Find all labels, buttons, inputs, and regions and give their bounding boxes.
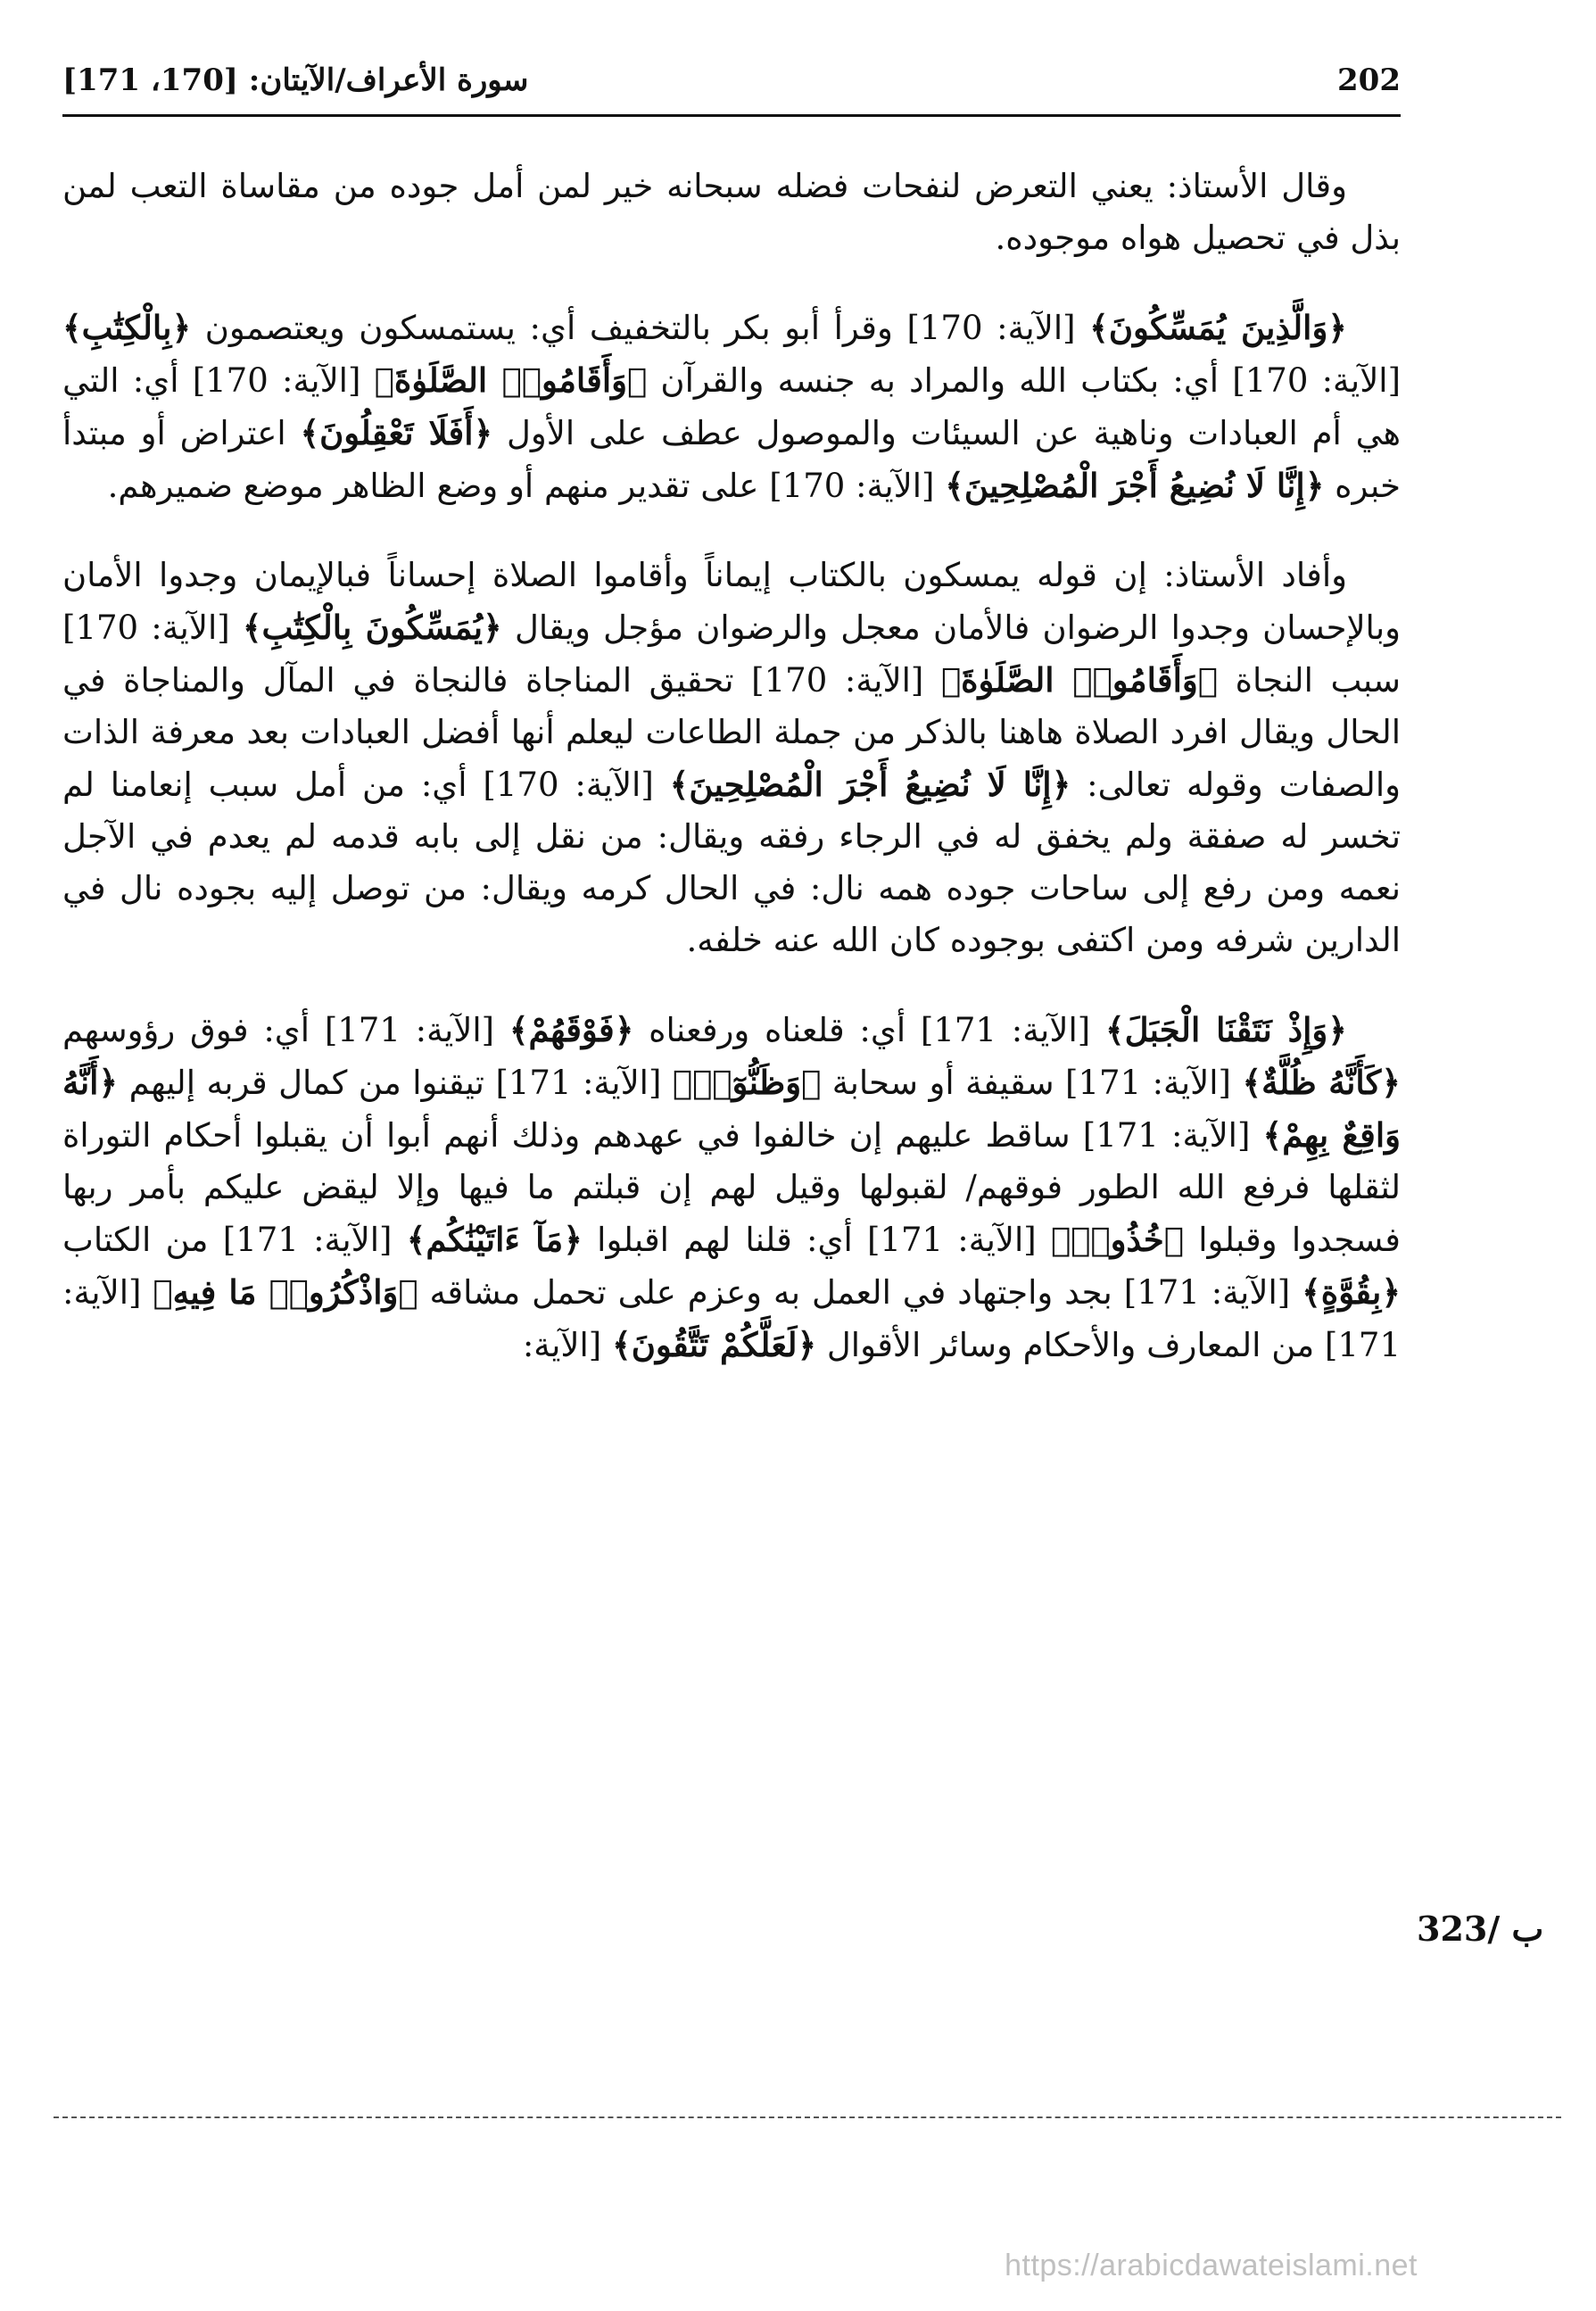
text-segment: [الآية: 171] سقيفة أو سحابة (821, 1064, 1243, 1102)
quran-quote: ﴿إِنَّا لَا نُضِيعُ أَجْرَ الْمُصْلِحِينَ﴾ (669, 765, 1071, 804)
text-segment: [الآية: 170] وقرأ أبو بكر بالتخفيف أي: يستمسكون ويعتصمون (191, 309, 1090, 347)
quran-quote: ﴿وَالَّذِينَ يُمَسِّكُونَ﴾ (1089, 308, 1347, 347)
body-text (62, 161, 1401, 1409)
quran-quote: ﴿بِالْكِتَٰبِ﴾ (62, 308, 192, 347)
paragraph (62, 550, 1401, 966)
quran-quote: ﴿مَآ ءَاتَيْنَٰكُم﴾ (406, 1220, 583, 1259)
text-segment: [الآية: (522, 1326, 613, 1364)
text-segment: [الآية: 171] ساقط عليهم إن خالفوا في عهدهم وذلك أنهم أبوا أن يقبلوا أحكام التوراة لثقلها فرفع الله الطور فوقهم/ لقبولها وقيل لهم إن قبلتم ما فيها وإلا ليقض عليكم بأمر ربها فسجدوا وقبلوا (62, 1116, 1401, 1259)
quran-quote: ﴿أَنَّهُ وَاقِعٌ بِهِمْ﴾ (62, 1063, 1401, 1155)
quran-quote: ﴿أَفَلَا تَعْقِلُونَ﴾ (300, 413, 493, 452)
text-segment: [الآية: 171] أي: قلنا لهم اقبلوا (582, 1221, 1051, 1259)
paragraph (62, 302, 1401, 512)
text-segment: [الآية: 171] من المعارف والأحكام وسائر الأقوال (62, 1273, 1401, 1364)
quran-quote: ﴿وَظَنُّوٓا۟﴾ (672, 1063, 822, 1102)
quran-quote: ﴿وَإِذْ نَتَقْنَا الْجَبَلَ﴾ (1104, 1010, 1347, 1049)
page-header (62, 61, 1401, 100)
quran-quote: ﴿خُذُوا۟﴾ (1050, 1220, 1184, 1259)
header-rule (62, 114, 1401, 117)
text-segment: [الآية: 170] تحقيق المناجاة فالنجاة في المآل والمناجاة في الحال ويقال افرد الصلاة هاهنا بالذكر من جملة الطاعات ليعلم أنها أفضل العبادات بعد معرفة الذات والصفات وقوله تعالى: (62, 661, 1401, 804)
text-segment: [الآية: 171] بجد واجتهاد في العمل به وعزم على تحمل مشاقه (418, 1273, 1302, 1312)
running-title: سورة الأعراف/الآيتان: [170، 171] (62, 62, 529, 98)
quran-quote: ﴿بِقُوَّةٍ﴾ (1302, 1272, 1401, 1312)
quran-quote: ﴿وَاذْكُرُوا۟ مَا فِيهِ﴾ (153, 1272, 418, 1312)
text-segment: [الآية: 170] أي: بكتاب الله والمراد به جنسه والقرآن (647, 361, 1402, 400)
text-segment: [الآية: 171] من الكتاب (62, 1221, 407, 1259)
text-segment: وقال الأستاذ: يعني التعرض لنفحات فضله سبحانه خير لمن أمل جوده من مقاساة التعب لمن بذل في تحصيل هواه موجوده. (62, 167, 1401, 257)
page-number: 202 (1337, 62, 1401, 98)
quran-quote: ﴿لَعَلَّكُمْ تَتَّقُونَ﴾ (612, 1325, 817, 1364)
text-segment: وأفاد الأستاذ: إن قوله يمسكون بالكتاب إيماناً وأقاموا الصلاة إحساناً فبالإيمان وجدوا الأمان وبالإحسان وجدوا الرضوان فالأمان معجل والرضوان مؤجل ويقال (62, 556, 1401, 647)
quran-quote: ﴿وَأَقَامُوا۟ الصَّلَوٰةَ﴾ (940, 660, 1218, 700)
text-segment: [الآية: 171] أي: قلعناه ورفعناه (633, 1011, 1105, 1049)
text-segment: [الآية: 171] تيقنوا من كمال قربه إليهم (118, 1064, 673, 1102)
quran-quote: ﴿يُمَسِّكُونَ بِالْكِتَٰبِ﴾ (242, 608, 502, 647)
quran-quote: ﴿وَأَقَامُوا۟ الصَّلَوٰةَ﴾ (374, 360, 648, 400)
quran-quote: ﴿كَأَنَّهُ ظُلَّةٌ﴾ (1242, 1063, 1401, 1102)
text-segment: [الآية: 170] أي: التي هي أم العبادات وناهية عن السيئات والموصول عطف على الأول (62, 361, 1402, 452)
manuscript-folio-note: 323/ ب (1417, 1909, 1544, 1949)
quran-quote: ﴿فَوْقَهُمْ﴾ (509, 1010, 634, 1049)
watermark-url: https://arabicdawateislami.net (1005, 2249, 1418, 2282)
paragraph (62, 161, 1401, 264)
text-segment: [الآية: 171] أي: فوق رؤوسهم (62, 1011, 509, 1049)
dashed-separator (54, 2116, 1561, 2118)
text-segment: [الآية: 170] سبب النجاة (62, 609, 1401, 700)
text-segment: اعتراض أو مبتدأ خبره (62, 414, 1401, 505)
text-segment: [الآية: 170] أي: من أمل سبب إنعامنا لم تخسر له صفقة ولم يخفق له في الرجاء رفقه ويقال: من نقل إلى بابه قدمه لم يعدم في الآجل نعمه ومن رفع إلى ساحات جوده همه نال: في الحال كرمه ويقال: من توصل إليه بجوده نال في الدارين شرفه ومن اكتفى بوجوده كان الله عنه خلفه. (62, 766, 1401, 959)
quran-quote: ﴿إِنَّا لَا نُضِيعُ أَجْرَ الْمُصْلِحِينَ﴾ (945, 466, 1325, 505)
paragraph (62, 1004, 1401, 1371)
text-segment: [الآية: 170] على تقدير منهم أو وضع الظاهر موضع ضميرهم. (107, 467, 946, 505)
